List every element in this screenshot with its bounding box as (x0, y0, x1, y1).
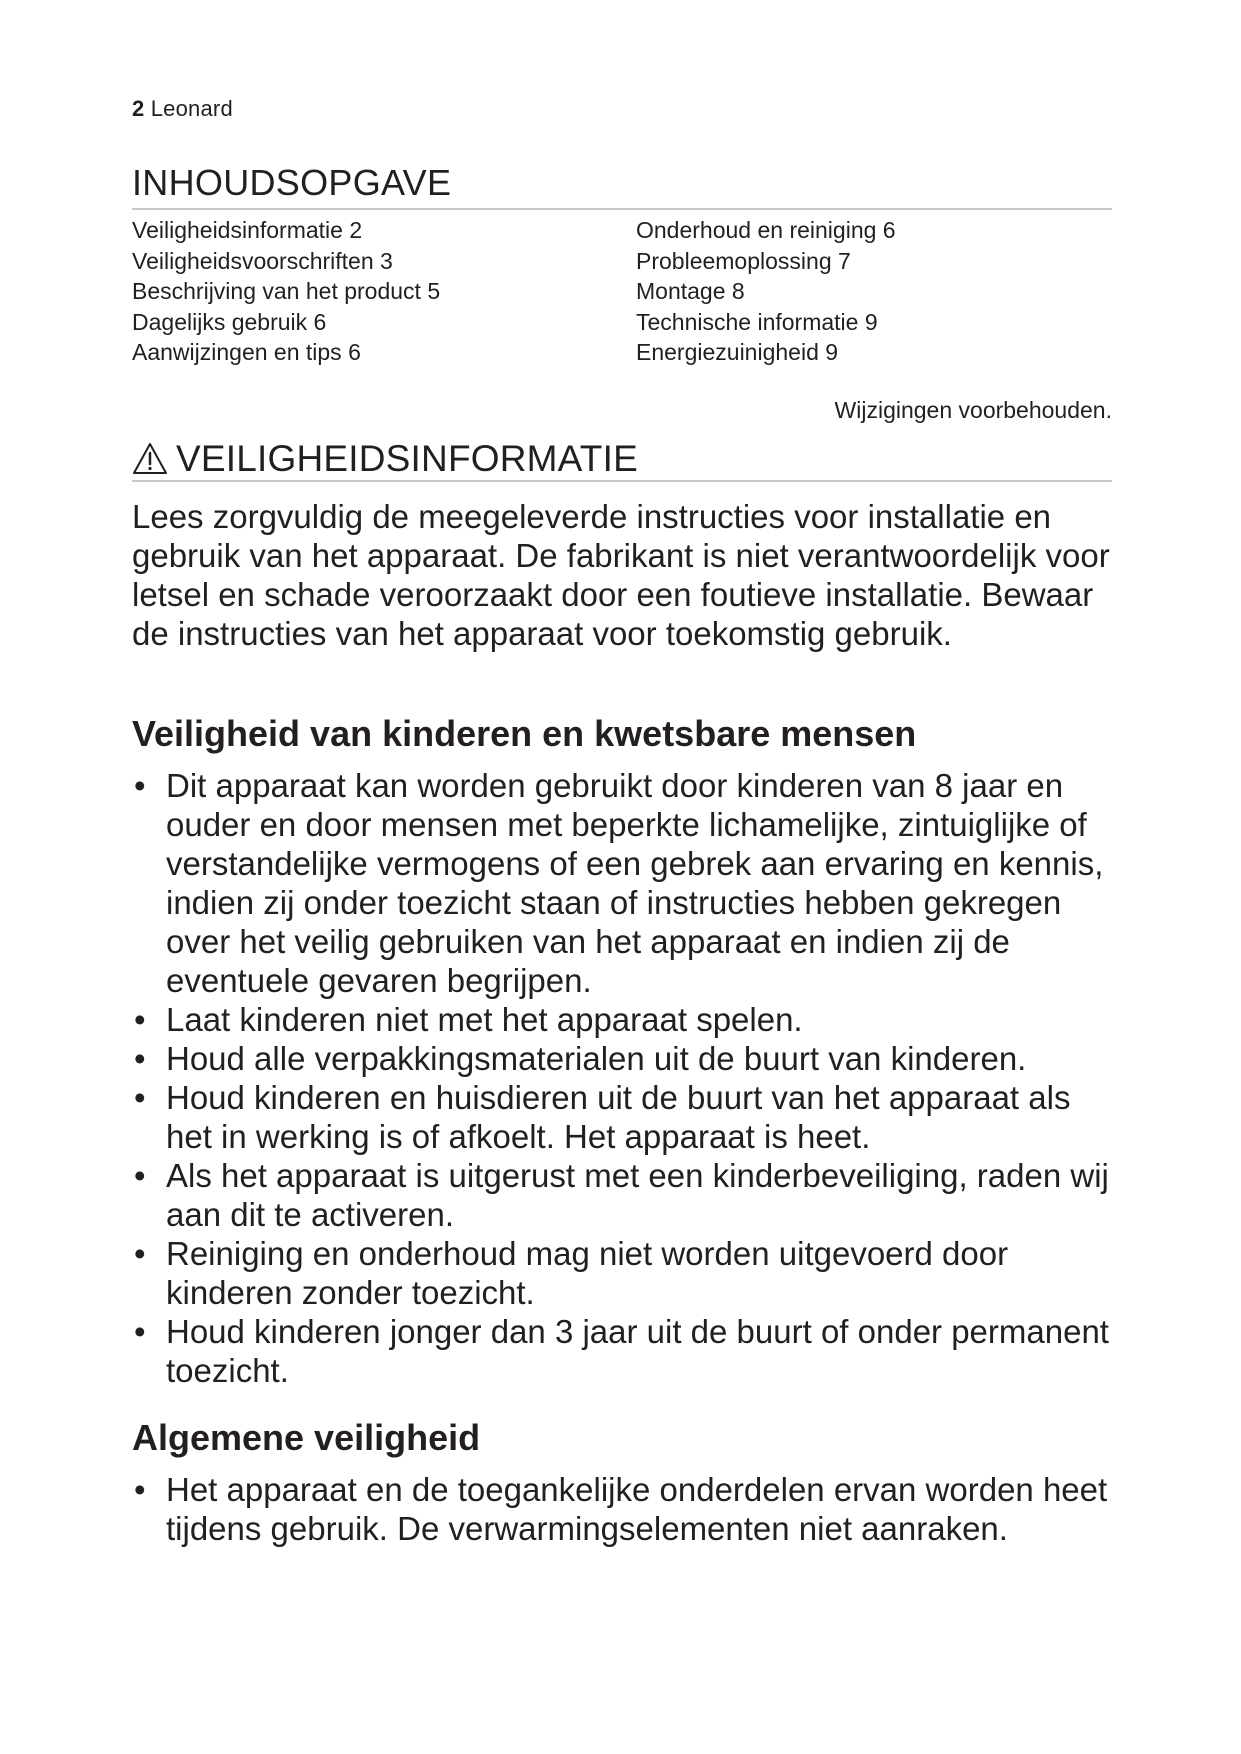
list-item-text: Houd kinderen en huisdieren uit de buurt van het apparaat als het in werking is of afkoelt. Het apparaat is heet. (166, 1079, 1071, 1155)
list-item-text: Houd alle verpakkingsmaterialen uit de buurt van kinderen. (166, 1040, 1027, 1077)
toc-entry: Onderhoud en reiniging 6 (636, 217, 896, 243)
page-header (132, 96, 233, 122)
bullet-icon: • (134, 767, 146, 804)
list-item (132, 1312, 1112, 1390)
list-item-text: Reiniging en onderhoud mag niet worden uitgevoerd door kinderen zonder toezicht. (166, 1235, 1009, 1311)
list-item-text: Als het apparaat is uitgerust met een kinderbeveiliging, raden wij aan dit te activeren. (166, 1157, 1109, 1233)
rights-reserved-note: Wijzigingen voorbehouden. (834, 397, 1112, 423)
toc-entry: Aanwijzingen en tips 6 (132, 339, 361, 365)
list-item (132, 1234, 1112, 1312)
children-safety-heading: Veiligheid van kinderen en kwetsbare mensen (132, 713, 917, 754)
list-item-text: Houd kinderen jonger dan 3 jaar uit de buurt of onder permanent toezicht. (166, 1313, 1109, 1389)
bullet-icon: • (134, 1040, 146, 1077)
toc-divider (132, 208, 1112, 210)
toc-entry: Veiligheidsvoorschriften 3 (132, 247, 393, 274)
children-safety-list (132, 766, 1112, 1390)
page-number: 2 (132, 96, 145, 121)
toc-entry: Probleemoplossing 7 (636, 247, 851, 274)
toc-entry: Montage 8 (636, 278, 745, 304)
toc-entry: Technische informatie 9 (636, 308, 878, 335)
bullet-icon: • (134, 1157, 146, 1194)
bullet-icon: • (134, 1471, 146, 1508)
list-item (132, 1470, 1112, 1548)
bullet-icon: • (134, 1235, 146, 1272)
section-divider (132, 480, 1112, 482)
section-title (132, 438, 638, 480)
intro-paragraph: Lees zorgvuldig de meegeleverde instructies voor installatie en gebruik van het apparaat. De fabrikant is niet verantwoordelijk voor letsel en schade veroorzaakt door een foutieve installatie. Bewaar de instructies van het apparaat voor toekomstig gebruik. (132, 498, 1110, 652)
toc-entry: Veiligheidsinformatie 2 (132, 217, 363, 243)
list-item (132, 766, 1112, 1000)
list-item (132, 1039, 1112, 1078)
toc-title: INHOUDSOPGAVE (132, 162, 452, 203)
toc-right-column (636, 215, 896, 368)
bullet-icon: • (134, 1001, 146, 1038)
list-item (132, 1156, 1112, 1234)
general-safety-heading: Algemene veiligheid (132, 1417, 481, 1458)
toc-entry: Energiezuinigheid 9 (636, 339, 839, 365)
bullet-icon: • (134, 1079, 146, 1116)
list-item (132, 1078, 1112, 1156)
warning-triangle-icon (132, 442, 168, 476)
toc-entry: Dagelijks gebruik 6 (132, 308, 327, 335)
list-item-text: Dit apparaat kan worden gebruikt door kinderen van 8 jaar en ouder en door mensen met beperkte lichamelijke, zintuiglijke of verstandelijke vermogens of een gebrek aan ervaring en kennis, indien zij onder toezicht staan of instructies hebben gekregen over het veilig gebruiken van het apparaat en indien zij de eventuele gevaren begrijpen. (166, 767, 1104, 999)
general-safety-list (132, 1470, 1112, 1548)
list-item-text: Het apparaat en de toegankelijke onderdelen ervan worden heet tijdens gebruik. De verwarmingselementen niet aanraken. (166, 1471, 1108, 1547)
toc-entry: Beschrijving van het product 5 (132, 278, 441, 304)
brand-name: Leonard (150, 96, 233, 121)
section-title-text: VEILIGHEIDSINFORMATIE (176, 438, 638, 479)
toc-left-column (132, 215, 440, 368)
list-item (132, 1000, 1112, 1039)
bullet-icon: • (134, 1313, 146, 1350)
list-item-text: Laat kinderen niet met het apparaat spelen. (166, 1001, 803, 1038)
